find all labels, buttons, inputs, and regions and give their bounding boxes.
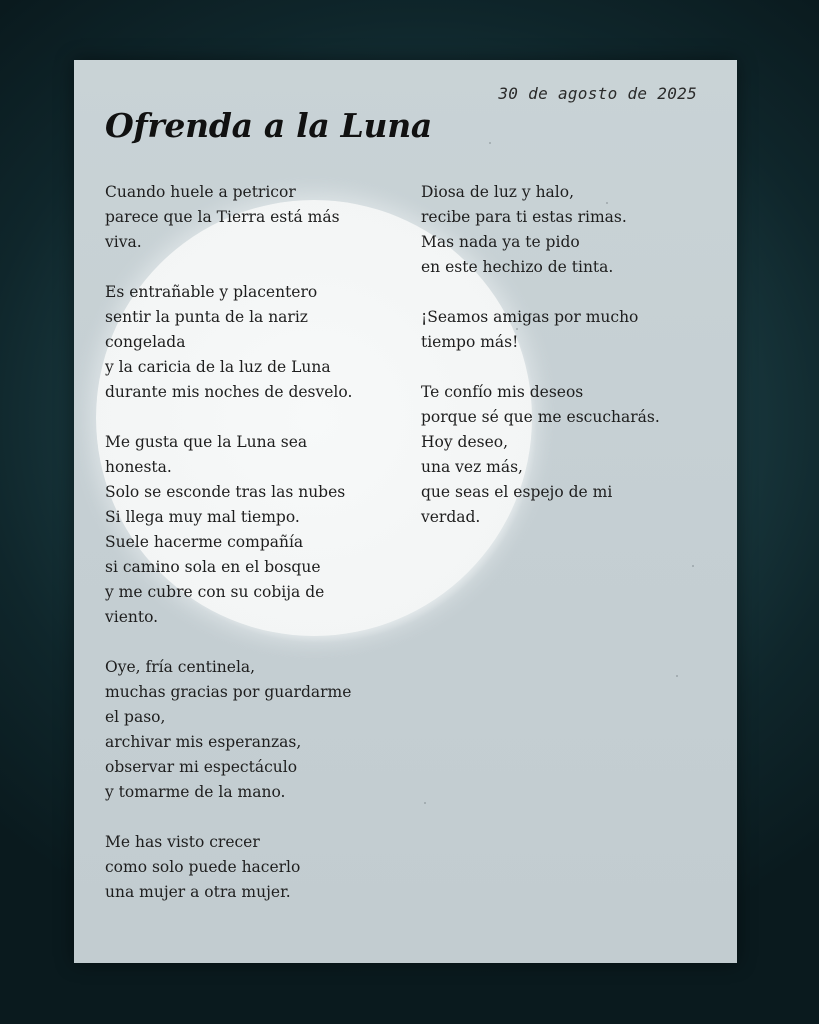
poem-line: una mujer a otra mujer. [105, 883, 291, 901]
poem-line: Hoy deseo, [421, 433, 509, 451]
poem-line: que seas el espejo de mi [421, 483, 613, 501]
poem-line: archivar mis esperanzas, [105, 733, 302, 751]
poem-line: Si llega muy mal tiempo. [105, 508, 300, 526]
poem-line: como solo puede hacerlo [105, 858, 301, 876]
poem-line: parece que la Tierra está más [105, 208, 340, 226]
poem-line: viva. [105, 233, 142, 251]
poem-line: viento. [105, 608, 159, 626]
poem-title: Ofrenda a la Luna [105, 106, 433, 145]
paper-speck [489, 142, 491, 144]
poem-line: Mas nada ya te pido [421, 233, 580, 251]
poem-line: Me gusta que la Luna sea [105, 433, 308, 451]
poem-line: Te confío mis deseos [421, 383, 584, 401]
poem-line: y tomarme de la mano. [105, 783, 286, 801]
poem-left-column [105, 180, 405, 930]
poem-line: sentir la punta de la nariz [105, 308, 308, 326]
poem-line: recibe para ti estas rimas. [421, 208, 627, 226]
poem-stanza [105, 180, 405, 255]
poem-line: y me cubre con su cobija de [105, 583, 325, 601]
poem-line: Cuando huele a petricor [105, 183, 296, 201]
poem-date: 30 de agosto de 2025 [498, 84, 697, 103]
poem-line: tiempo más! [421, 333, 519, 351]
poem-line: muchas gracias por guardarme [105, 683, 352, 701]
poem-line: y la caricia de la luz de Luna [105, 358, 331, 376]
poem-line: ¡Seamos amigas por mucho [421, 308, 639, 326]
poem-stanza [421, 305, 721, 355]
poem-line: honesta. [105, 458, 172, 476]
poem-stanza [421, 180, 721, 280]
poem-stanza [105, 655, 405, 805]
poem-line: Diosa de luz y halo, [421, 183, 575, 201]
paper-speck [676, 675, 678, 677]
poem-stanza [105, 280, 405, 405]
poem-line: porque sé que me escucharás. [421, 408, 660, 426]
poem-stanza [105, 430, 405, 630]
poem-line: el paso, [105, 708, 166, 726]
poem-line: Solo se esconde tras las nubes [105, 483, 346, 501]
poem-line: Suele hacerme compañía [105, 533, 304, 551]
poem-stanza [105, 830, 405, 905]
poem-line: verdad. [421, 508, 481, 526]
paper-speck [692, 565, 694, 567]
paper-speck [424, 802, 426, 804]
poem-stanza [421, 380, 721, 530]
poem-line: Oye, fría centinela, [105, 658, 256, 676]
poem-line: en este hechizo de tinta. [421, 258, 614, 276]
poem-line: durante mis noches de desvelo. [105, 383, 353, 401]
poem-line: una vez más, [421, 458, 523, 476]
poem-line: observar mi espectáculo [105, 758, 298, 776]
poem-line: congelada [105, 333, 186, 351]
poem-line: Es entrañable y placentero [105, 283, 318, 301]
poem-line: Me has visto crecer [105, 833, 260, 851]
poem-line: si camino sola en el bosque [105, 558, 321, 576]
poem-page [74, 60, 737, 963]
poem-right-column [421, 180, 721, 555]
